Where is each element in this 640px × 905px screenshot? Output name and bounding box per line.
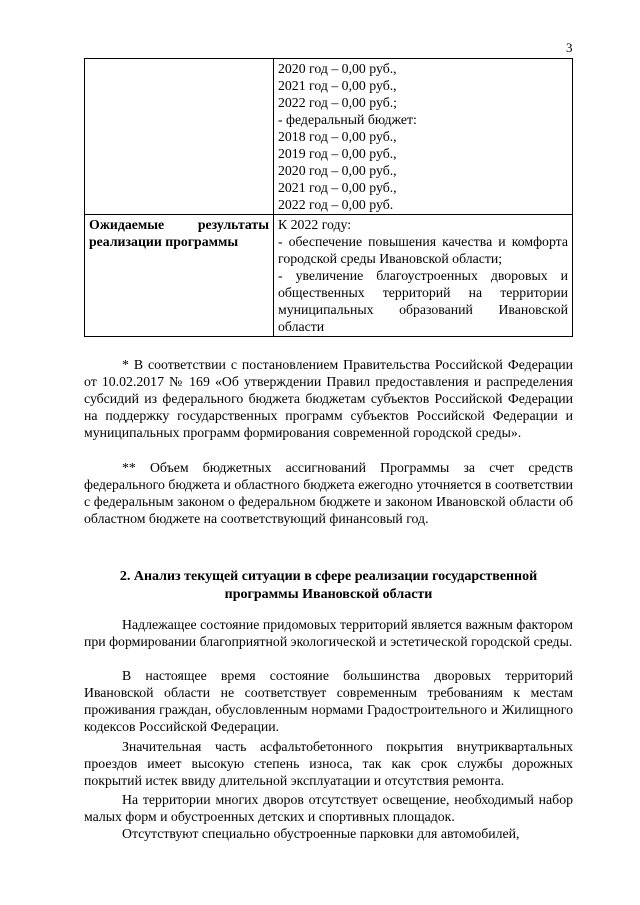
paragraph xyxy=(84,791,573,825)
funding-line: - федеральный бюджет: xyxy=(278,112,417,127)
funding-line: 2021 год – 0,00 руб., xyxy=(278,78,397,93)
paragraph-text: В настоящее время состояние большинства дворовых территорий Ивановской области не соответствует современным требованиям к местам проживания граждан, обусловленным нормами Градостроительного и Жилищного кодексов Российской Федерации. xyxy=(84,668,573,734)
footnote-1 xyxy=(84,356,573,441)
paragraph xyxy=(84,616,573,650)
program-passport-table xyxy=(84,58,573,337)
expected-results-intro: К 2022 году: xyxy=(278,217,352,232)
footnote-2-text: ** Объем бюджетных ассигнований Программы за счет средств федерального бюджета и областного бюджета ежегодно уточняется в соответствии с федеральным законом о федеральном бюджете и законом Ивановской области об областном бюджете на соответствующий финансовый год. xyxy=(84,460,573,526)
funding-line: 2021 год – 0,00 руб., xyxy=(278,180,397,195)
funding-line: 2019 год – 0,00 руб., xyxy=(278,146,397,161)
paragraph-text: На территории многих дворов отсутствует освещение, необходимый набор малых форм и обустроенных детских и спортивных площадок. xyxy=(84,792,573,824)
paragraph xyxy=(84,667,573,735)
paragraph xyxy=(84,825,573,842)
expected-result-item: - увеличение благоустроенных дворовых и общественных территорий на территории муниципальных образований Ивановской области xyxy=(278,268,568,334)
funding-line: 2022 год – 0,00 руб.; xyxy=(278,95,398,110)
page-number: 3 xyxy=(566,40,573,55)
paragraph xyxy=(84,738,573,789)
table-row-expected-results xyxy=(85,215,573,337)
funding-line: 2020 год – 0,00 руб., xyxy=(278,163,397,178)
table-cell-funding-lines xyxy=(274,59,573,215)
section-heading: 2. Анализ текущей ситуации в сфере реализации государственной программы Ивановской области xyxy=(119,569,538,602)
paragraph-text: Надлежащее состояние придомовых территорий является важным фактором при формировании благоприятной экологической и эстетической городской среды. xyxy=(84,617,573,649)
expected-result-item: - обеспечение повышения качества и комфорта городской среды Ивановской области; xyxy=(278,234,568,266)
expected-results-label: Ожидаемые результаты реализации программы xyxy=(89,217,269,249)
table-cell-expected-results-label xyxy=(85,215,274,337)
footnote-1-text: * В соответствии с постановлением Правительства Российской Федерации от 10.02.2017 № 169 «Об утверждении Правил предоставления и распределения субсидий из федерального бюджета бюджетам субъектов Российской Федерации на поддержку государственных программ субъектов Российской Федерации и муниципальных программ формирования современной городской среды». xyxy=(84,357,573,440)
funding-line: 2020 год – 0,00 руб., xyxy=(278,61,397,76)
funding-line: 2022 год – 0,00 руб. xyxy=(278,197,394,212)
funding-line: 2018 год – 0,00 руб., xyxy=(278,129,397,144)
paragraph-text: Отсутствуют специально обустроенные парковки для автомобилей, xyxy=(122,826,520,841)
paragraph-text: Значительная часть асфальтобетонного покрытия внутриквартальных проездов имеет высокую степень износа, так как срок службы дорожных покрытий истек ввиду длительной эксплуатации и отсутствия ремонта. xyxy=(84,739,573,788)
footnote-2 xyxy=(84,459,573,527)
table-cell-empty-label xyxy=(85,59,274,215)
table-cell-expected-results xyxy=(274,215,573,337)
table-row-funding xyxy=(85,59,573,215)
